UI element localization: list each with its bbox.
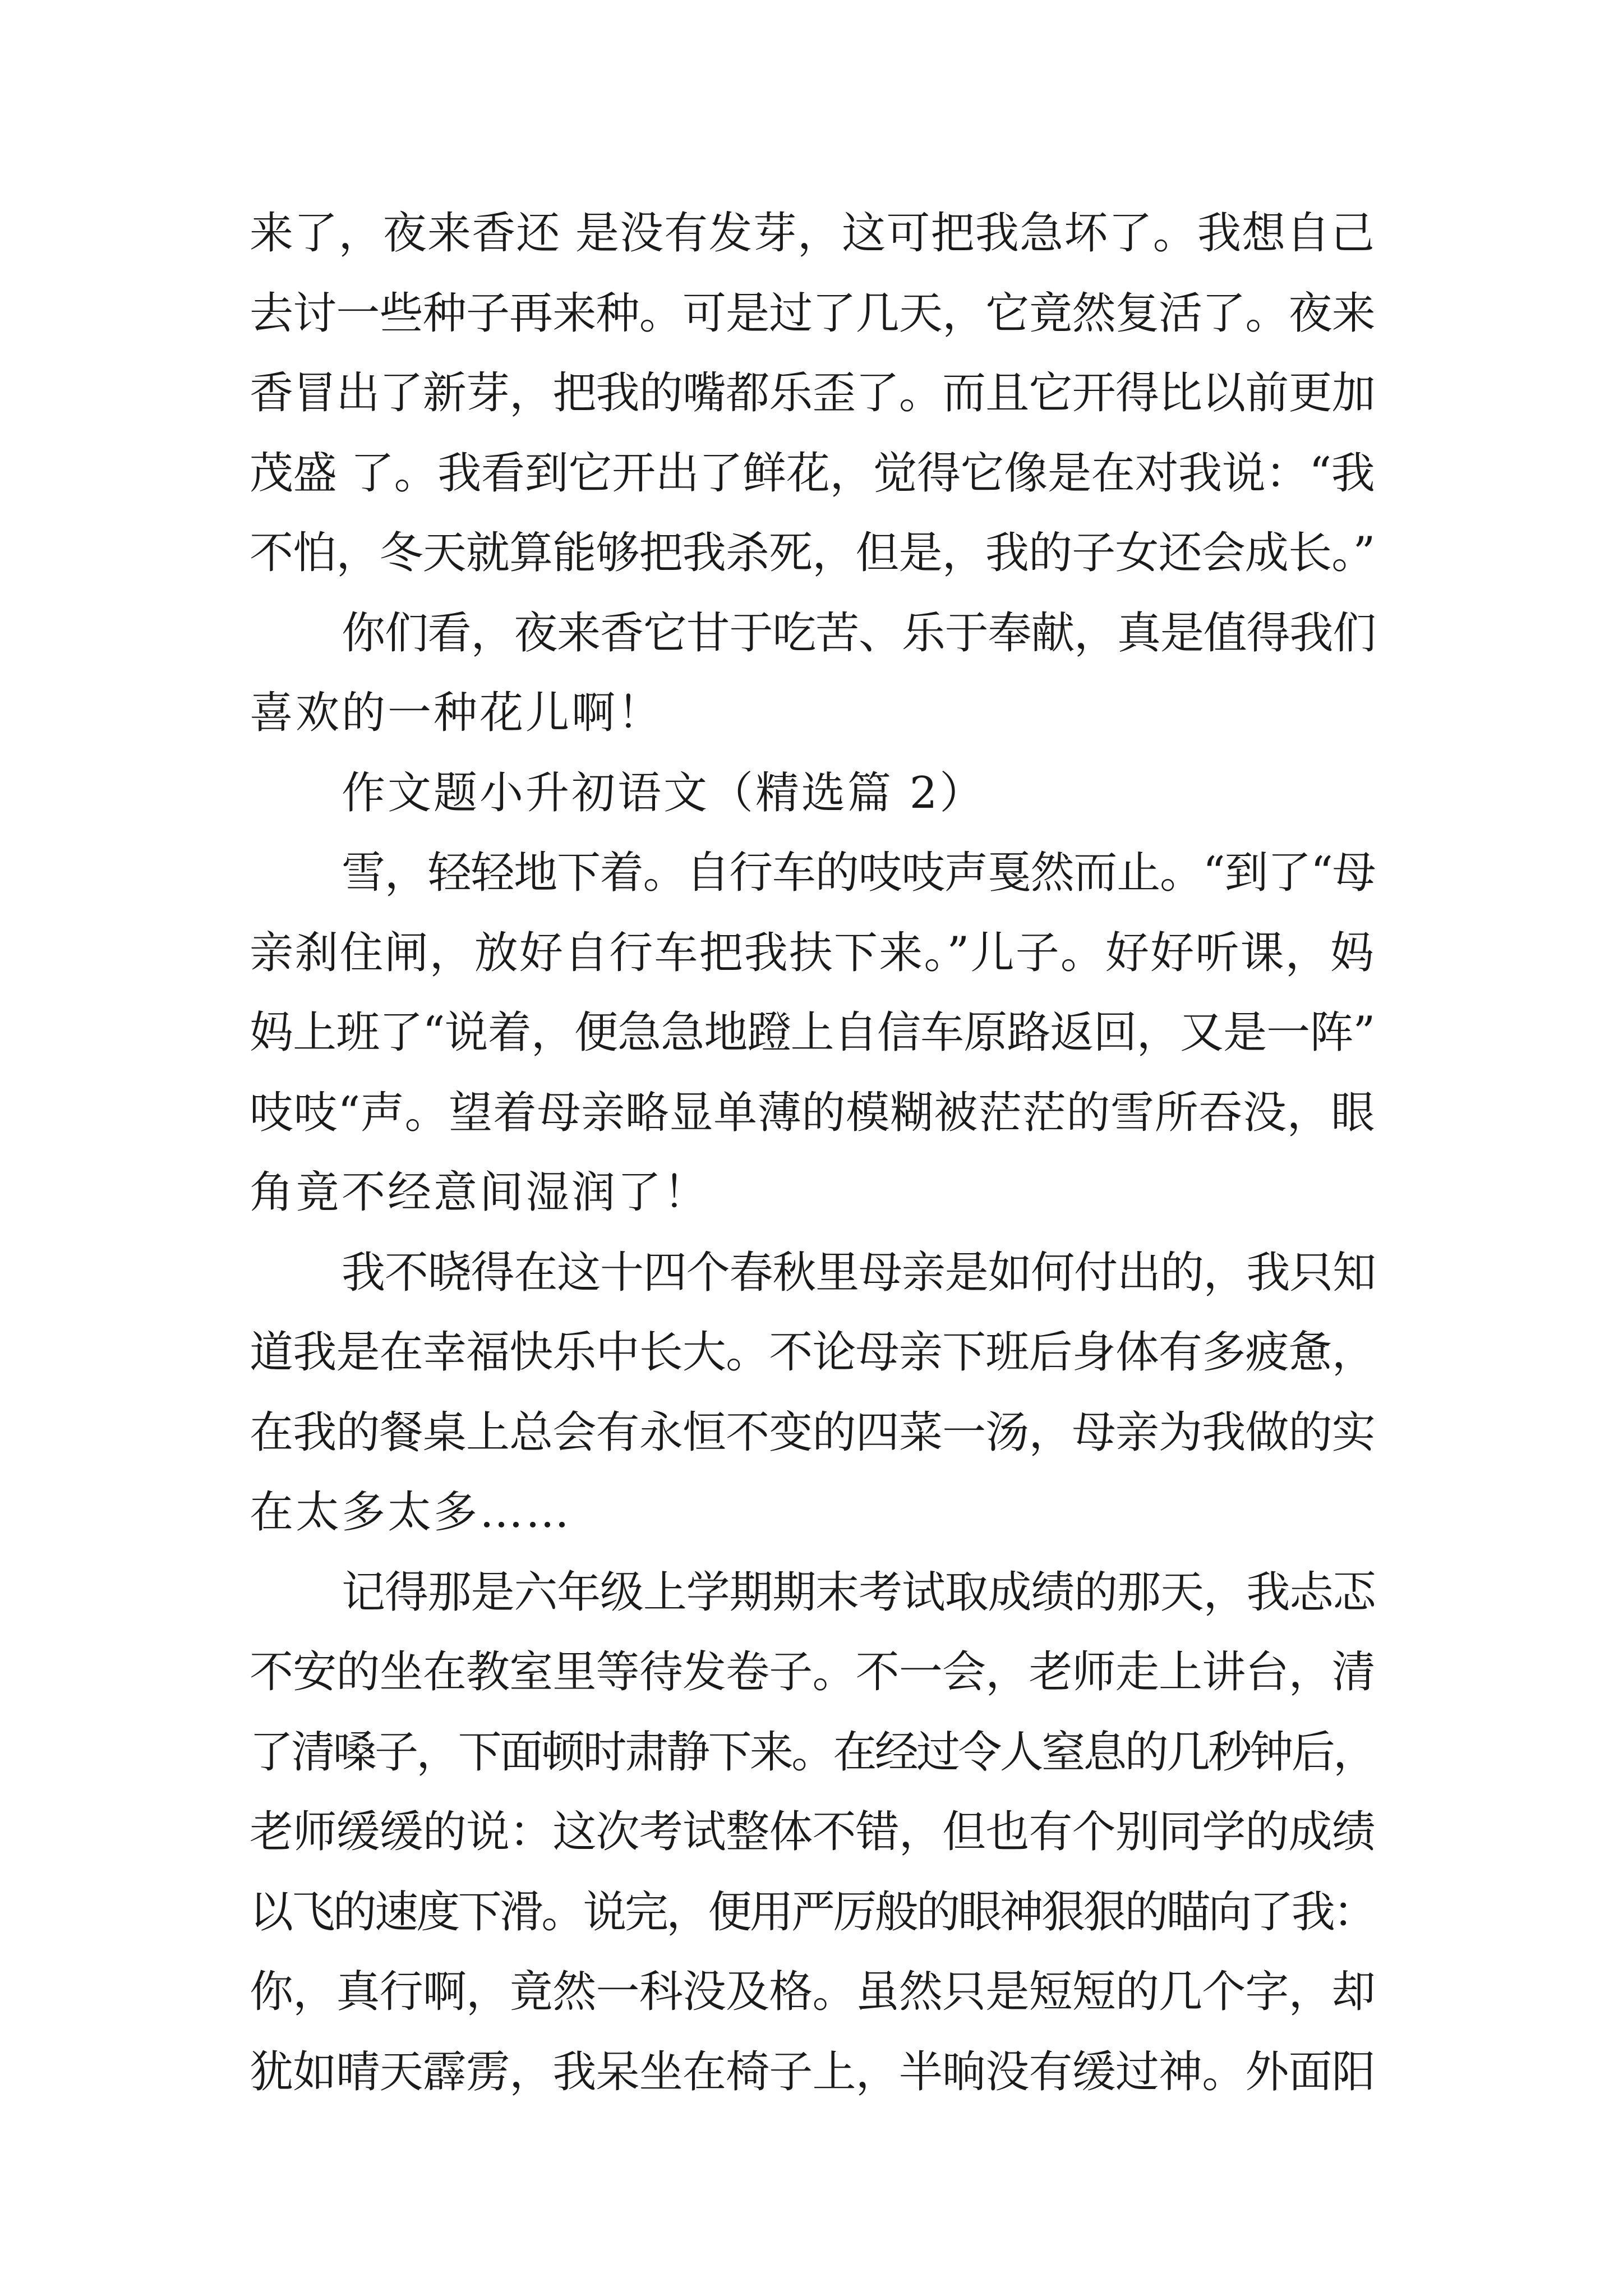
text-line: 在我的餐桌上总会有永恒不变的四菜一汤，母亲为我做的实	[250, 1407, 1375, 1458]
text-line: 妈上班了“说着，便急急地蹬上自信车原路返回，又是一阵”	[250, 1007, 1375, 1058]
text-line: 喜欢的一种花儿啊！	[250, 688, 664, 738]
essay-text-body	[250, 194, 1382, 2112]
paragraph-first-line: 雪，轻轻地下着。自行车的吱吱声戛然而止。“到了“母	[342, 848, 1376, 898]
text-line: 道我是在幸福快乐中长大。不论母亲下班后身体有多疲惫，	[250, 1327, 1375, 1378]
paragraph-first-line: 我不晓得在这十四个春秋里母亲是如何付出的，我只知	[342, 1247, 1376, 1298]
text-line: 吱吱“声。望着母亲略显单薄的模糊被茫茫的雪所吞没，眼	[250, 1087, 1375, 1138]
text-line: 亲刹住闸，放好自行车把我扶下来。”儿子。好好听课，妈	[250, 927, 1375, 978]
text-line: 茂盛 了。我看到它开出了鲜花，觉得它像是在对我说：“我	[250, 448, 1375, 499]
text-line: 在太多太多……	[250, 1487, 572, 1538]
section-heading: 作文题小升初语文（精选篇 2）	[342, 767, 986, 818]
text-line: 来了，夜来香还 是没有发芽，这可把我急坏了。我想自己	[250, 208, 1375, 259]
paragraph-first-line: 你们看，夜来香它甘于吃苦、乐于奉献，真是值得我们	[342, 608, 1376, 659]
paragraph-first-line: 记得那是六年级上学期期末考试取成绩的那天，我忐忑	[342, 1567, 1376, 1618]
text-line: 以飞的速度下滑。说完，便用严厉般的眼神狠狠的瞄向了我：	[250, 1887, 1375, 1938]
text-line: 了清嗓子，下面顿时肃静下来。在经过令人窒息的几秒钟后，	[250, 1727, 1375, 1778]
text-line: 你，真行啊，竟然一科没及格。虽然只是短短的几个字，却	[250, 1967, 1375, 2017]
text-line: 不怕，冬天就算能够把我杀死，但是，我的子女还会成长。”	[250, 528, 1375, 578]
text-line: 去讨一些种子再来种。可是过了几天，它竟然复活了。夜来	[250, 288, 1375, 339]
text-line: 角竟不经意间湿润了！	[250, 1167, 710, 1218]
text-line: 不安的坐在教室里等待发卷子。不一会，老师走上讲台，清	[250, 1647, 1375, 1697]
text-line: 香冒出了新芽，把我的嘴都乐歪了。而且它开得比以前更加	[250, 368, 1375, 418]
text-line: 老师缓缓的说：这次考试整体不错，但也有个别同学的成绩	[250, 1807, 1375, 1857]
text-line: 犹如晴天霹雳，我呆坐在椅子上，半晌没有缓过神。外面阳	[250, 2046, 1375, 2097]
